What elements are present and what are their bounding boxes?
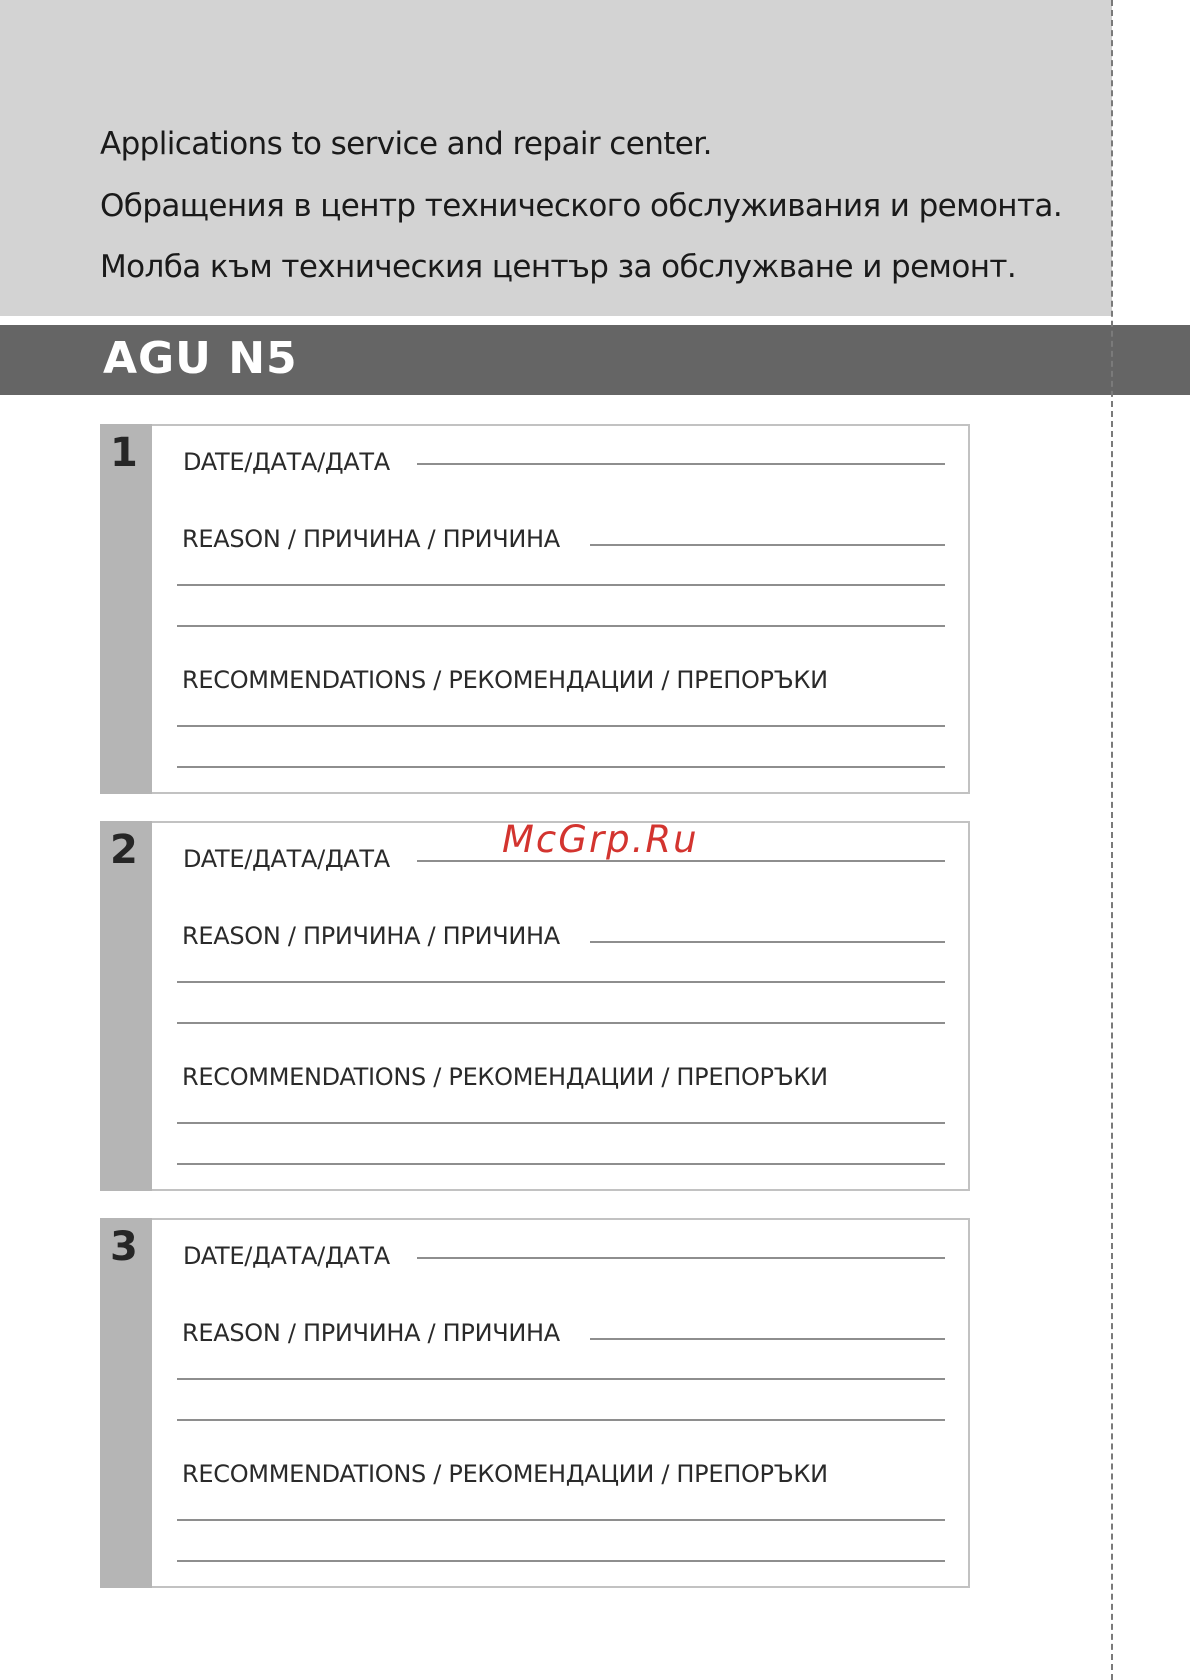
recommendations-field-line[interactable] xyxy=(177,1519,945,1521)
service-record-card xyxy=(100,424,970,794)
reason-field-line[interactable] xyxy=(177,981,945,983)
model-name: AGU N5 xyxy=(103,333,298,384)
recommendations-label: RECOMMENDATIONS / РЕКОМЕНДАЦИИ / ПРЕПОРЪКИ xyxy=(182,1460,828,1488)
reason-field-line[interactable] xyxy=(590,544,945,546)
reason-field-line[interactable] xyxy=(590,941,945,943)
service-record-card xyxy=(100,821,970,1191)
date-label: DATE/ДАТА/ДАТА xyxy=(183,845,390,873)
reason-field-line[interactable] xyxy=(590,1338,945,1340)
reason-field-line[interactable] xyxy=(177,1022,945,1024)
recommendations-label: RECOMMENDATIONS / РЕКОМЕНДАЦИИ / ПРЕПОРЪКИ xyxy=(182,1063,828,1091)
service-record-card xyxy=(100,1218,970,1588)
recommendations-field-line[interactable] xyxy=(177,1163,945,1165)
reason-label: REASON / ПРИЧИНА / ПРИЧИНА xyxy=(182,1319,560,1347)
card-number: 1 xyxy=(110,430,138,476)
reason-field-line[interactable] xyxy=(177,1378,945,1380)
reason-field-line[interactable] xyxy=(177,584,945,586)
recommendations-field-line[interactable] xyxy=(177,1122,945,1124)
reason-label: REASON / ПРИЧИНА / ПРИЧИНА xyxy=(182,922,560,950)
date-label: DATE/ДАТА/ДАТА xyxy=(183,448,390,476)
reason-field-line[interactable] xyxy=(177,625,945,627)
recommendations-field-line[interactable] xyxy=(177,766,945,768)
cut-line xyxy=(1111,0,1113,1680)
reason-field-line[interactable] xyxy=(177,1419,945,1421)
card-number-strip xyxy=(100,821,152,1191)
heading-english: Applications to service and repair center. xyxy=(100,126,712,162)
card-number-strip xyxy=(100,424,152,794)
reason-label: REASON / ПРИЧИНА / ПРИЧИНА xyxy=(182,525,560,553)
card-number: 2 xyxy=(110,827,138,873)
date-field-line[interactable] xyxy=(417,1257,945,1259)
heading-russian: Обращения в центр технического обслуживания и ремонта. xyxy=(100,188,1063,224)
card-number-strip xyxy=(100,1218,152,1588)
recommendations-field-line[interactable] xyxy=(177,1560,945,1562)
card-number: 3 xyxy=(110,1224,138,1270)
recommendations-label: RECOMMENDATIONS / РЕКОМЕНДАЦИИ / ПРЕПОРЪКИ xyxy=(182,666,828,694)
date-field-line[interactable] xyxy=(417,463,945,465)
watermark: McGrp.Ru xyxy=(502,818,699,861)
recommendations-field-line[interactable] xyxy=(177,725,945,727)
date-label: DATE/ДАТА/ДАТА xyxy=(183,1242,390,1270)
heading-bulgarian: Молба към техническия център за обслужване и ремонт. xyxy=(100,249,1017,285)
